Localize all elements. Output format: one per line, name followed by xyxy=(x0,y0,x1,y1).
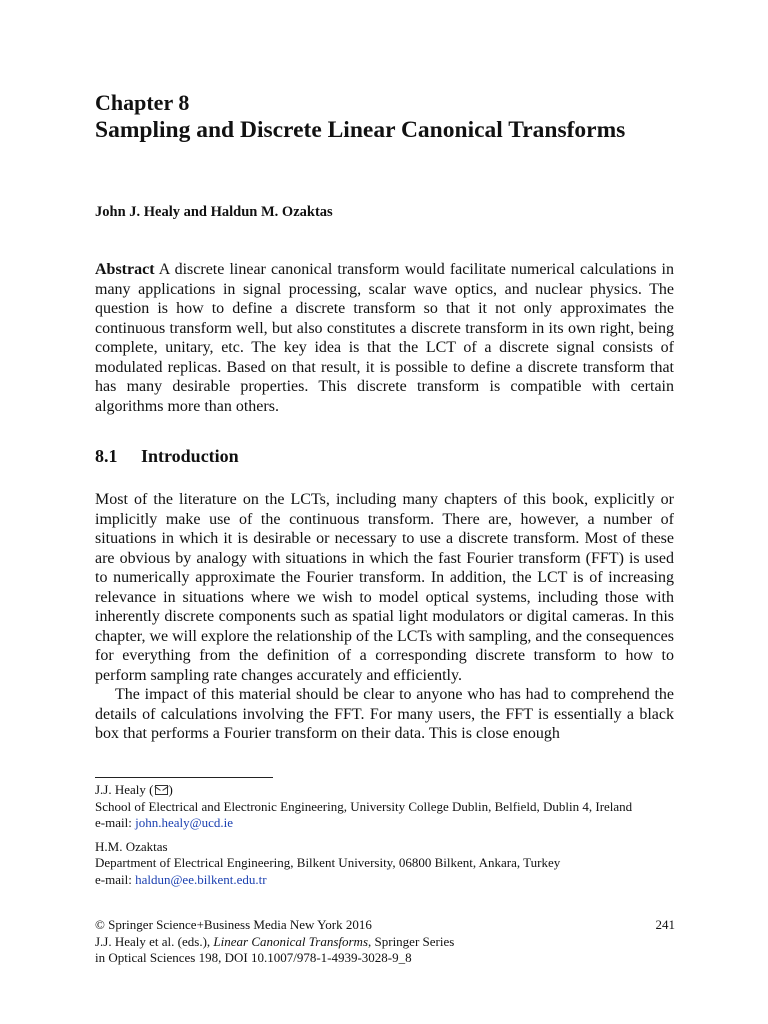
paragraph: Most of the literature on the LCTs, including many chapters of this book, explicitly or implicitly make use of the continuous transform. There are, however, a number of situations in which it is desirable or necessary to use a discrete transform. Most of these are obvious by analogy with situations in which the fast Fourier transform (FFT) is used to numerically approximate the Fourier transform. In addition, the LCT is of increasing relevance in situations where we wish to model optical systems, including those with inherently discrete components such as spatial light modulators or digital cameras. In this chapter, we will explore the relationship of the LCTs with sampling, and the consequences for everything from the definition of a corresponding discrete transform to how to perform sampling rate changes accurately and efficiently. xyxy=(95,491,674,684)
email-label: e-mail: xyxy=(95,871,136,887)
abstract xyxy=(95,260,674,416)
copyright-block xyxy=(95,917,675,967)
paragraph: The impact of this material should be clear to anyone who has had to comprehend the details of calculations involving the FFT. For many users, the FFT is essentially a black box that performs a Fourier transform on their data. This is close enough xyxy=(95,686,674,742)
book-title: Linear Canonical Transforms xyxy=(213,933,369,949)
section-title: Introduction xyxy=(141,446,239,466)
footnote-affiliation: Department of Electrical Engineering, Bilkent University, 06800 Bilkent, Ankara, Turkey xyxy=(95,855,561,870)
email-link-ozaktas[interactable]: haldun@ee.bilkent.edu.tr xyxy=(135,871,267,887)
footnote-author-line xyxy=(95,782,675,799)
section-heading xyxy=(95,446,239,467)
doi-line: in Optical Sciences 198, DOI 10.1007/978-1-4939-3028-9_8 xyxy=(95,950,412,965)
envelope-icon xyxy=(155,785,168,795)
email-label: e-mail: xyxy=(95,815,136,830)
section-number: 8.1 xyxy=(95,446,118,466)
citation-line xyxy=(95,934,675,951)
footnote-ozaktas xyxy=(95,839,675,889)
email-link-healy[interactable]: john.healy@ucd.ie xyxy=(135,815,233,830)
chapter-title: Sampling and Discrete Linear Canonical Transforms xyxy=(95,117,626,143)
footnote-affiliation: School of Electrical and Electronic Engineering, University College Dublin, Belfield, Dublin 4, Ireland xyxy=(95,798,633,814)
footnote-paren: ) xyxy=(168,782,173,797)
footnote-rule xyxy=(95,777,273,778)
footnote-author-name: H.M. Ozaktas xyxy=(95,838,168,854)
citation-series: , Springer Series xyxy=(368,933,455,949)
author-footnotes xyxy=(95,782,675,895)
footnote-email-line xyxy=(95,815,675,832)
footnote-author-name: J.J. Healy ( xyxy=(95,782,154,797)
chapter-authors: John J. Healy and Haldun M. Ozaktas xyxy=(95,204,333,220)
copyright-line: © Springer Science+Business Media New York 2016 xyxy=(95,917,372,932)
body-text xyxy=(95,490,674,744)
footnote-healy xyxy=(95,782,675,832)
page-number: 241 xyxy=(655,917,675,932)
chapter-label: Chapter 8 xyxy=(95,90,190,115)
abstract-text: A discrete linear canonical transform would facilitate numerical calculations in many applications in signal processing, scalar wave optics, and nuclear physics. The question is how to define a discrete transform so that it not only approximates the continuous transform well, but also constitutes a discrete transform in its own right, being complete, unitary, etc. The key idea is that the LCT of a discrete signal consists of modulated replicas. Based on that result, it is possible to define a discrete transform that has many desirable properties. This discrete transform is compatible with certain algorithms more than others. xyxy=(95,261,674,415)
abstract-label: Abstract xyxy=(95,261,155,278)
citation-editors: J.J. Healy et al. (eds.), xyxy=(95,933,214,949)
footnote-email-line xyxy=(95,872,675,889)
